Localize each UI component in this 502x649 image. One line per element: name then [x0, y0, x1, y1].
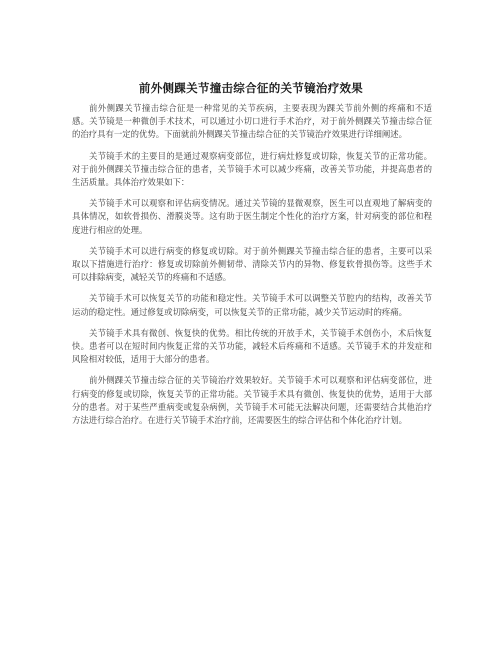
paragraph-function: 关节镜手术可以恢复关节的功能和稳定性。关节镜手术可以调整关节腔内的结构，改善关节运动的稳定性。通过修复或切除病变，可以恢复关节的正常功能，减少关节运动时的疼痛。 [72, 293, 432, 317]
paragraph-purpose: 关节镜手术的主要目的是通过观察病变部位，进行病灶修复或切除，恢复关节的正常功能。对于前外侧踝关节撞击综合征的患者，关节镜手术可以减少疼痛，改善关节功能，并提高患者的生活质量。具体治疗效果如下： [72, 150, 432, 188]
document-body [72, 102, 432, 435]
paragraph-conclusion: 前外侧踝关节撞击综合征的关节镜治疗效果较好。关节镜手术可以观察和评估病变部位，进行病变的修复或切除，恢复关节的正常功能。关节镜手术具有微创、恢复快的优势，适用于大部分的患者。对于某些严重病变或复杂病例，关节镜手术可能无法解决问题，还需要结合其他治疗方法进行综合治疗。在进行关节镜手术治疗前，还需要医生的综合评估和个体化治疗计划。 [72, 375, 432, 426]
paragraph-advantages: 关节镜手术具有微创、恢复快的优势。相比传统的开放手术，关节镜手术创伤小，术后恢复快。患者可以在短时间内恢复正常的关节功能，减轻术后疼痛和不适感。关节镜手术的并发症和风险相对较低，适用于大部分的患者。 [72, 327, 432, 365]
paragraph-observation: 关节镜手术可以观察和评估病变情况。通过关节镜的显微观察，医生可以直观地了解病变的具体情况，如软骨损伤、滑膜炎等。这有助于医生制定个性化的治疗方案，针对病变的部位和程度进行相应的处理。 [72, 198, 432, 235]
paragraph-repair: 关节镜手术可以进行病变的修复或切除。对于前外侧踝关节撞击综合征的患者，主要可以采取以下措施进行治疗：修复或切除前外侧韧带、清除关节内的异物、修复软骨损伤等。这些手术可以排除病变，减轻关节的疼痛和不适感。 [72, 245, 432, 283]
document-title: 前外侧踝关节撞击综合征的关节镜治疗效果 [138, 81, 364, 95]
paragraph-intro: 前外侧踝关节撞击综合征是一种常见的关节疾病，主要表现为踝关节前外侧的疼痛和不适感。关节镜是一种微创手术技术，可以通过小切口进行手术治疗，对于前外侧踝关节撞击综合征的治疗具有一定的优势。下面就前外侧踝关节撞击综合征的关节镜治疗效果进行详细阐述。 [72, 103, 432, 140]
